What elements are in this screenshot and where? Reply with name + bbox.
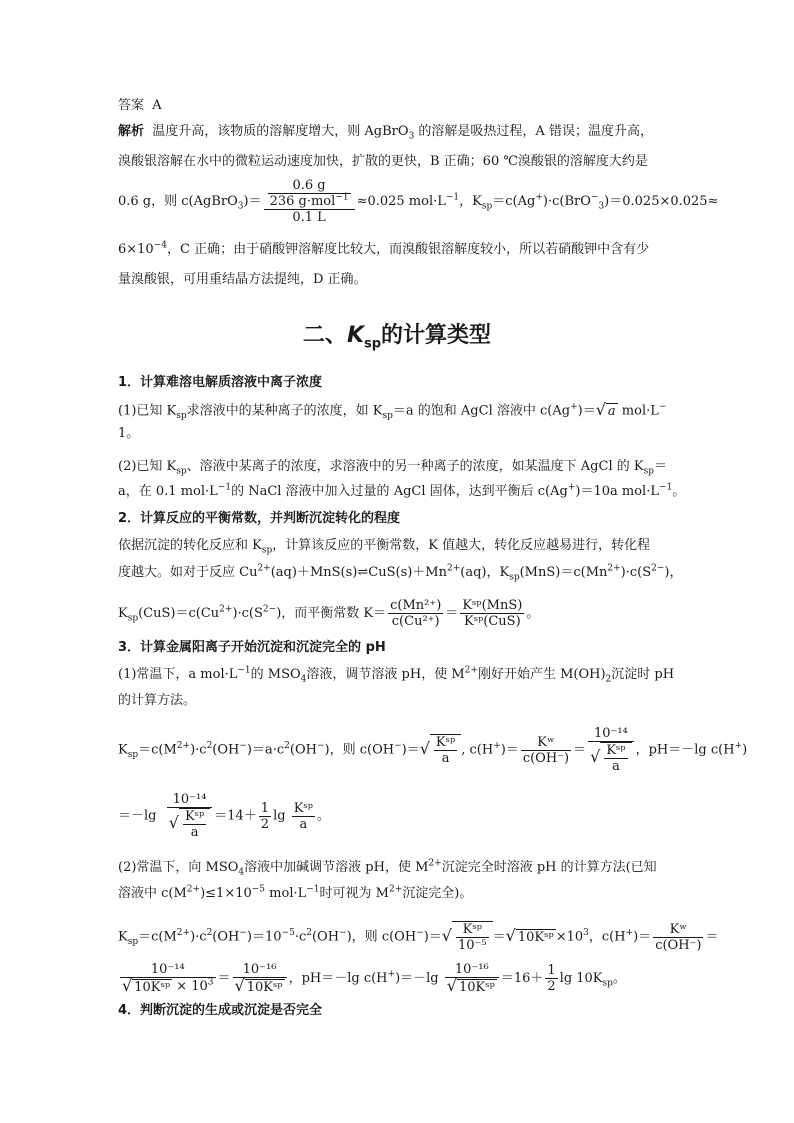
heading-1: 1．计算难溶电解质溶液中离子浓度: [118, 375, 323, 390]
text: ＝: [217, 971, 231, 986]
text: K: [346, 323, 364, 348]
text: , c(H: [461, 742, 494, 758]
text: )≤1×10: [200, 886, 252, 901]
complex-fraction: $\frac{\frac{0.6 g}{236 g\cdot mol^{-1}}}{0.1 L}$: [264, 178, 355, 225]
formula-1: $K_{sp}=c(M^{2+})\cdot c^2(OH^-)=a\cdot c^2(OH^-)$，则 c(OH−)＝√ $\frac{\text{Kˢᵖ}}{a}$ , c(H+)＝ $\frac{\text{Kʷ}}{c(OH^-)}$ ＝ 10⁻¹⁴ √ $\frac{\text{Kˢᵖ}}{a}$ ，pH＝－lg c(H+): [118, 726, 748, 774]
answer-line: [118, 98, 162, 114]
text: )·c(S: [232, 606, 263, 621]
text: K: [118, 606, 128, 621]
text: ＝16＋: [500, 971, 544, 986]
text: a: [612, 759, 620, 774]
text: ＝c(M: [138, 742, 177, 758]
frac-top: 0.6 g: [268, 178, 351, 194]
text: 的 NaCl 溶液中加入过量的 AgCl 固体，达到平衡后 c(Ag: [231, 484, 568, 499]
text: )＝: [243, 194, 262, 209]
text: 10⁻¹⁶: [445, 962, 499, 978]
text: K: [118, 742, 128, 758]
text: c(OH⁻): [655, 937, 702, 953]
text: c(Cu²⁺): [391, 614, 440, 629]
para-3: 依据沉淀的转化反应和 $K_{sp}$，计算该反应的平衡常数，K 值越大，转化反应越易进行，转化程: [118, 538, 651, 556]
text: Kˢᵖ: [606, 743, 626, 758]
heading-2: 2．计算反应的平衡常数，并判断沉淀转化的程度: [118, 511, 401, 526]
text: Kˢᵖ: [435, 735, 456, 750]
text: 10⁻⁵: [458, 938, 487, 953]
text: )，则 c(OH: [324, 742, 395, 758]
text: ，计算该反应的平衡常数，K 值越大，转化反应越易进行，转化程: [272, 538, 651, 553]
text: 溶液中加碱调节溶液 pH，使 M: [244, 860, 429, 875]
text: )＝: [633, 929, 652, 945]
formula-3: $K_{sp}=c(M^{2+})\cdot c^2(OH^-)=10^{-5}\cdot c^2(OH^-)$，则 c(OH−)＝√ $\frac{\text{Kˢᵖ}}{\text{10⁻⁵}}$ ＝√ 10Kˢᵖ $\times 10^3$，c(H+)＝ $\frac{\text{Kʷ}}{c(OH^-)}$ ＝: [118, 921, 719, 953]
text: 沉淀时 pH: [611, 667, 675, 682]
text: )＝0.025×0.025≈: [604, 194, 719, 209]
text: 度越大。如对于反应 Cu: [118, 565, 258, 580]
analysis-label: 解析: [118, 124, 145, 139]
text: 。: [526, 606, 540, 621]
text: )，: [664, 565, 683, 580]
text: ＝－lg: [118, 808, 157, 824]
text: )·c: [190, 929, 207, 945]
text: 10⁻¹⁴: [120, 962, 216, 978]
text: 的 MSO: [250, 667, 301, 682]
text: a: [299, 816, 308, 832]
text: 求溶液中的某种离子的浓度，如 K: [186, 403, 383, 419]
text: 6×10: [118, 242, 154, 257]
text: )·c(BrO: [542, 194, 591, 209]
formula-2: ＝－lg 10⁻¹⁴ √ $\frac{\text{Kˢᵖ}}{a}$ ＝14＋ $\frac{1}{2}$ lg $\frac{\text{Kˢᵖ}}{a}$ 。: [118, 792, 331, 840]
analysis-line-1: 解析 温度升高，该物质的溶解度增大，则 AgBrO$_3$ 的溶解是吸热过程，A 错误；温度升高，: [118, 124, 653, 142]
text: 10⁻¹⁴: [588, 726, 634, 742]
para-1-cont: [118, 426, 139, 442]
text: )＝: [401, 742, 420, 758]
text: 溶液中 c(M: [118, 886, 187, 901]
analysis-line-5: [118, 272, 367, 288]
text: lg 10K: [559, 971, 603, 986]
text: )＝: [577, 403, 596, 419]
para-7: 的计算方法。: [118, 693, 197, 708]
text: ＝c(M: [138, 929, 177, 945]
text: (1)常温下，a mol·L: [118, 667, 238, 682]
text: ＝: [653, 459, 667, 474]
text: ×10: [555, 929, 584, 945]
text: (aq)，K: [460, 565, 510, 580]
text: ，pH＝－lg c(H: [288, 971, 388, 986]
text: )，而平衡常数 K＝: [276, 606, 387, 621]
para-6: (1)常温下，a $mol\cdot L^{-1}$的 $MSO_4$溶液，调节溶液 pH，使 $M^{2+}$刚好开始产生 $M(OH)_2$沉淀时 pH: [118, 665, 675, 685]
text: (MnS)＝c(Mn: [519, 565, 608, 580]
text: mol·L: [617, 403, 659, 419]
text: 0.6 g，则 c(AgBrO: [118, 194, 238, 209]
text: 1: [260, 800, 270, 816]
para-4: 度越大。如对于反应 $Cu^{2+}(aq)+MnS(s)\rightleftharpoons CuS(s)+Mn^{2+}(aq)$，$K_{sp}(MnS)=c(Mn^{2+})\cdot c(S^{2-})$，: [118, 563, 683, 583]
text: a，在 0.1 mol·L: [118, 484, 218, 499]
text: 刚好开始产生 M(OH): [477, 667, 606, 682]
text: 10Kˢᵖ: [134, 980, 171, 995]
text: )·c: [190, 742, 207, 758]
text: ，pH＝－lg c(H: [635, 742, 735, 758]
text: 。: [317, 808, 331, 824]
text: ，K: [459, 194, 482, 209]
text: (OH: [289, 742, 317, 758]
text: (OH: [212, 929, 240, 945]
text: Kˢᵖ(CuS): [463, 614, 521, 629]
text: ＝: [492, 929, 506, 945]
text: 1。: [118, 426, 140, 441]
text: 温度升高，该物质的溶解度增大，则 AgBrO: [152, 124, 409, 139]
text: 沉淀完全时溶液 pH 的计算方法(已知: [441, 860, 657, 875]
text: ＝a 的饱和 AgCl 溶液中 c(Ag: [392, 403, 571, 419]
frac-mid: 236 g·mol: [269, 194, 336, 209]
text: 量溴酸银，可用重结晶方法提纯，D 正确。: [118, 272, 367, 287]
text: 10Kˢᵖ: [517, 930, 554, 945]
text: 沉淀完全)。: [402, 886, 473, 901]
text: (CuS)＝c(Cu: [138, 606, 220, 621]
text: 1: [547, 963, 556, 978]
equilibrium-arrow-icon: ⇌: [357, 565, 369, 580]
text: ): [742, 742, 748, 758]
text: lg: [273, 808, 286, 824]
text: )＝10a mol·L: [575, 484, 659, 499]
text: 2: [547, 979, 556, 994]
text: )＝a·c: [246, 742, 285, 758]
text: (OH: [212, 742, 240, 758]
para-2: (2)已知 $K_{sp}$、溶液中某离子的浓度，求溶液中的另一种离子的浓度，如某温度下 AgCl 的 $K_{sp}=$: [118, 459, 667, 477]
text: ，c(H: [588, 929, 626, 945]
text: 依据沉淀的转化反应和 K: [118, 538, 262, 553]
text: (aq)＋MnS(s): [270, 565, 358, 580]
formula-4: $\frac{\text{10⁻¹⁴}}{√ 10Kˢᵖ \times 10^3}$ ＝ $\frac{\text{10⁻¹⁶}}{\text{√ 10Kˢᵖ}}$ ，pH＝－lg c(H+)＝－lg $\frac{\text{10⁻¹⁶}}{\text{√ 10Kˢᵖ}}$ ＝16＋ $\frac{1}{2}$ $\lg 10K_{sp}$。: [122, 962, 626, 995]
text: 溴酸银溶解在水中的微粒运动速度加快，扩散的更快，B 正确；60 ℃溴酸银的溶解度大约是: [118, 154, 648, 169]
text: ＝c(Ag: [492, 194, 536, 209]
section-title: [0, 318, 794, 352]
text: sp: [364, 336, 382, 352]
para-9: 溶液中 $c(M^{2+})\le 1\times 10^{-5}$ $mol\cdot L^{-1}$时可视为 $M^{2+}$沉淀完全)。: [118, 884, 473, 901]
para-8: (2)常温下，向 $MSO_4$溶液中加碱调节溶液 pH，使 $M^{2+}$沉淀完全时溶液 pH 的计算方法(已知: [118, 858, 657, 878]
heading-4: 4．判断沉淀的生成或沉淀是否完全: [118, 1003, 323, 1018]
text: ≈0.025 mol·L: [356, 194, 446, 209]
analysis-line-3: 0.6 g，则 c(AgBrO$_3$)＝ $\frac{\frac{0.6 g}{236 g\cdot mol^{-1}}}{0.1 L}$ ≈0.025 $mol\cdot L^{-1}$，$K_{sp}=c(Ag^+)\cdot c(BrO^-_3)=0.025\times 0.025\approx$: [118, 178, 719, 225]
text: mol·L: [265, 886, 307, 901]
text: )，则 c(OH: [346, 929, 417, 945]
para-5: $K_{sp}(CuS)=c(Cu^{2+})\cdot c(S^{2-})$，而平衡常数 K＝ $\frac{\text{c(Mn²⁺)}}{\text{c(Cu²⁺)}}$ ＝ $\frac{\text{Kˢᵖ(MnS)}}{\text{Kˢᵖ(CuS)}}$ 。: [118, 598, 540, 629]
text: 2: [260, 816, 270, 832]
frac-bottom: 0.1 L: [292, 210, 326, 225]
text: c(Mn²⁺): [390, 598, 442, 613]
text: × 10: [176, 979, 208, 994]
text: 。: [612, 971, 626, 986]
text: Kʷ: [521, 735, 571, 751]
text: 的溶解是吸热过程，A 错误；温度升高，: [414, 124, 653, 139]
text: 二、: [302, 323, 347, 348]
answer-label: 答案: [118, 98, 145, 113]
text: a: [190, 825, 199, 840]
para-1: (1)已知 $K_{sp}$求溶液中的某种离子的浓度，如 $K_{sp}=a$ 的饱和 AgCl 溶液中 c(Ag+)＝√ a mol·L−: [118, 400, 667, 422]
text: Kˢᵖ: [293, 800, 313, 816]
text: ·c: [294, 929, 307, 945]
text: (OH: [311, 929, 340, 945]
text: (2)常温下，向 MSO: [118, 860, 239, 875]
heading-3: 3．计算金属阳离子开始沉淀和沉淀完全的 pH: [118, 640, 386, 655]
text: ＝: [705, 929, 719, 945]
text: (2)已知 K: [118, 459, 177, 474]
text: )＝: [500, 742, 519, 758]
text: 的计算类型: [381, 323, 492, 348]
text: 10⁻¹⁶: [233, 962, 287, 978]
text: K: [118, 929, 128, 945]
text: 。: [672, 484, 686, 499]
text: 10Kˢᵖ: [246, 980, 283, 995]
text: a: [441, 751, 450, 766]
text: a: [607, 404, 616, 419]
text: 时可视为 M: [319, 886, 389, 901]
text: ＝14＋: [214, 808, 257, 824]
text: c(OH⁻): [522, 750, 570, 766]
text: (1)已知 K: [118, 403, 177, 419]
text: Kˢᵖ(MnS): [462, 598, 523, 613]
analysis-line-4: $6\times 10^{-4}$，C 正确；由于硝酸钾溶解度比较大，而溴酸银溶解度较小，所以若硝酸钾中含有少: [118, 240, 650, 257]
text: )＝－lg: [395, 971, 439, 986]
text: Kˢᵖ: [184, 809, 205, 824]
text: Kˢᵖ: [456, 922, 489, 938]
analysis-line-2: [118, 154, 648, 170]
text: 10⁻¹⁴: [167, 792, 213, 808]
text: ，C 正确；由于硝酸钾溶解度比较大，而溴酸银溶解度较小，所以若硝酸钾中含有少: [167, 242, 650, 257]
text: )·c(S: [620, 565, 652, 580]
text: )＝10: [246, 929, 282, 945]
text: Kʷ: [653, 922, 703, 938]
text: 溶液，调节溶液 pH，使 M: [306, 667, 465, 682]
text: 10Kˢᵖ: [458, 980, 495, 995]
para-2-cont: a，在 0.1 $mol\cdot L^{-1}$的 NaCl 溶液中加入过量的 AgCl 固体，达到平衡后 c(Ag+)＝10a $mol\cdot L^{-1}$。: [118, 482, 686, 499]
answer-value: A: [152, 98, 162, 113]
text: CuS(s)＋Mn: [368, 565, 447, 580]
text: )＝: [423, 929, 442, 945]
text: 、溶液中某离子的浓度，求溶液中的另一种离子的浓度，如某温度下 AgCl 的 K: [186, 459, 644, 474]
